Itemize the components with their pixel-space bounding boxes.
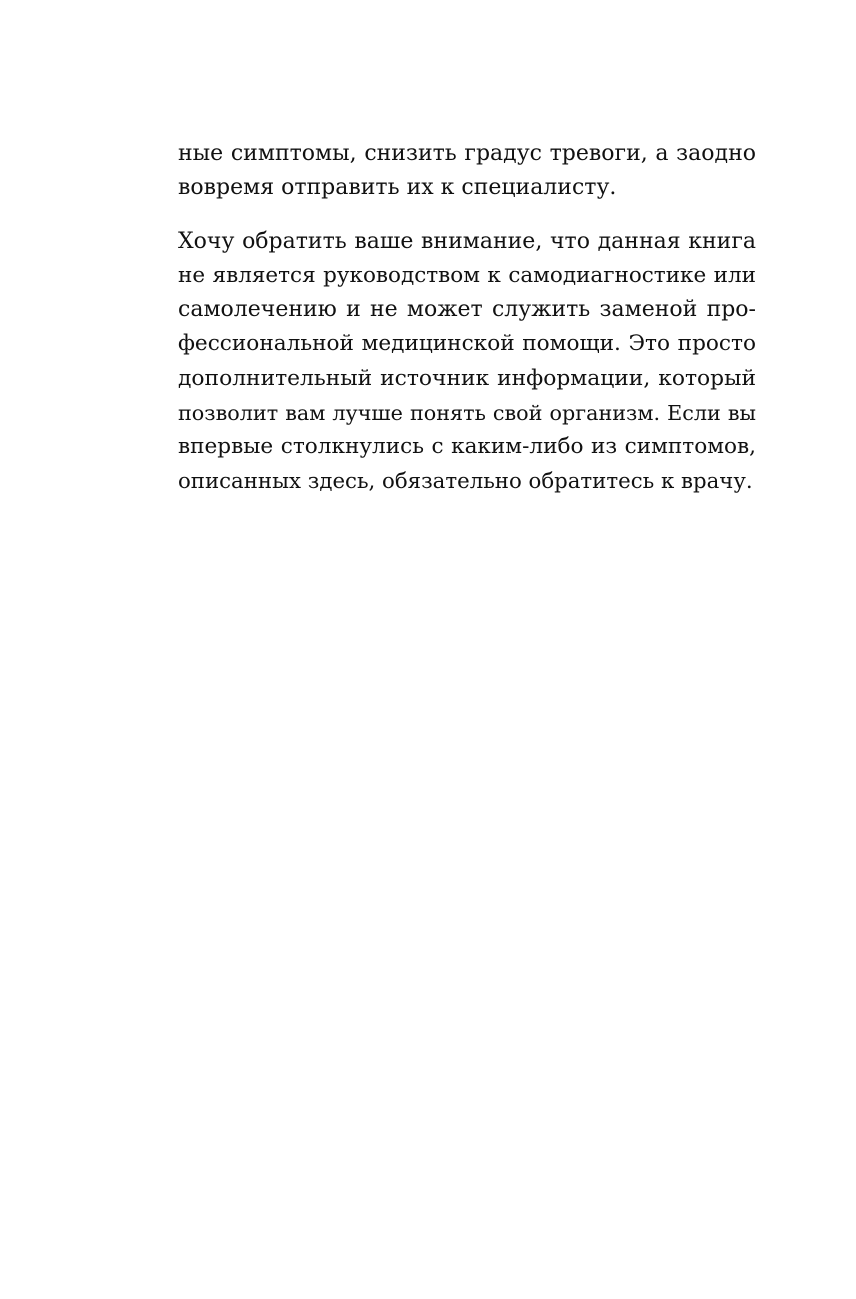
text-line: ные симптомы, снизить градус тревоги, а заодно bbox=[178, 141, 756, 166]
paragraph-2 bbox=[178, 225, 756, 499]
text-line: описанных здесь, обязательно обратитесь к врачу. bbox=[178, 468, 753, 494]
text-line: самолечению и не может служить заменой про- bbox=[178, 297, 756, 323]
text-line: Хочу обратить ваше внимание, что данная книга bbox=[178, 228, 756, 254]
text-line: вовремя отправить их к специалисту. bbox=[178, 175, 617, 201]
body-text bbox=[178, 137, 756, 499]
text-line: дополнительный источник информации, который bbox=[178, 365, 756, 391]
text-line: впервые столкнулись с каким-либо из симптомов, bbox=[178, 434, 756, 460]
text-line: фессиональной медицинской помощи. Это просто bbox=[178, 331, 756, 357]
text-line: позволит вам лучше понять свой организм. Если вы bbox=[178, 401, 756, 426]
paragraph-spacer bbox=[178, 206, 756, 225]
text-line: не является руководством к самодиагностике или bbox=[178, 262, 756, 288]
paragraph-1 bbox=[178, 137, 756, 206]
